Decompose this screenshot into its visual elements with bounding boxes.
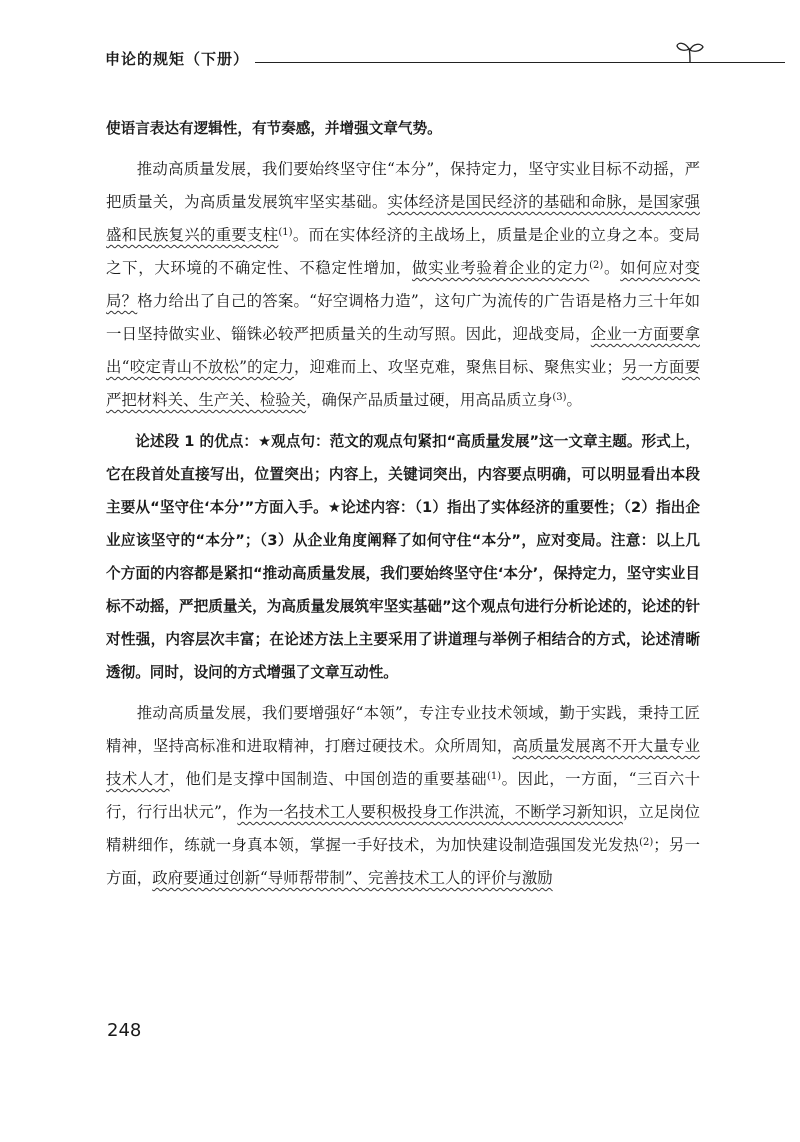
text-run: 。: [603, 259, 621, 277]
underlined-phrase: 高质量发展离不开大量专业技术人才: [106, 737, 700, 788]
text-run: 。而在实体经济的主战场上，质量是企业的立身之本。变局之下，大环境的不确定性、不稳定性增加，: [106, 226, 700, 277]
text-run: 推动高质量发展，我们要增强好“本领”，专注专业技术领域，勤于实践，秉持工匠精神，坚持高标准和进取精神，打磨过硬技术。众所周知，: [106, 704, 700, 755]
text-run: ，他们是支撑中国制造、中国创造的重要基础: [169, 770, 487, 788]
annotation-marker: (1): [278, 227, 293, 238]
annotation-marker: (3): [552, 392, 567, 403]
underlined-phrase: 做实业考验着企业的定力: [412, 259, 590, 277]
text-run: ，确保产品质量过硬，用高品质立身: [306, 391, 553, 409]
header-rule: [255, 62, 785, 63]
running-header: [105, 40, 705, 70]
commentary-paragraph: 论述段 1 的优点：★观点句：范文的观点句紧扣“高质量发展”这一文章主题。形式上，它在段首处直接写出，位置突出；内容上，关键词突出，内容要点明确，可以明显看出本段主要从“坚守住‘本分’”方面入手。★论述内容：（1）指出了实体经济的重要性；（2）指出企业应该坚守的“本分”；（3）从企业角度阐释了如何守住“本分”，应对变局。注意：以上几个方面的内容都是紧扣“推动高质量发展，我们要始终坚守住‘本分’，保持定力，坚守实业目标不动摇，严把质量关，为高质量发展筑牢坚实基础”这个观点句进行分析论述的，论述的针对性强，内容层次丰富；在论述方法上主要采用了讲道理与举例子相结合的方式，论述清晰透彻。同时，设问的方式增强了文章互动性。: [106, 433, 700, 681]
page-number: 248: [107, 1020, 142, 1041]
text-run: 格力给出了自己的答案。“好空调格力造”，这句广为流传的广告语是格力三十年如一日坚持做实业、锱铢必较严把质量关的生动写照。因此，迎战变局，: [106, 292, 700, 343]
text-run: ；另一方面，: [106, 836, 700, 887]
underlined-phrase: 实体经济是国民经济的基础和命脉，是国家强盛和民族复兴的重要支柱: [106, 193, 700, 244]
text-run: 。因此，一方面，“三百六十行，行行出状元”，: [106, 770, 700, 821]
annotation-marker: (2): [639, 837, 654, 848]
paragraph-continuation: 使语言表达有逻辑性，有节奏感，并增强文章气势。: [106, 120, 442, 137]
text-run: 。: [566, 391, 582, 409]
annotation-marker: (1): [486, 771, 502, 782]
essay-paragraph-2: [106, 697, 700, 895]
underlined-phrase: 政府要通过创新“导师帮带制”、完善技术工人的评价与激励: [152, 869, 553, 887]
text-run: ，迎难而上、攻坚克难，聚焦目标、聚焦实业；: [294, 358, 622, 376]
page-body: [106, 112, 700, 895]
book-title: 申论的规矩（下册）: [105, 50, 250, 68]
underlined-phrase: 另一方面要严把材料关、生产关、检验关: [106, 358, 700, 409]
underlined-phrase: 企业一方面要拿出“咬定青山不放松”的定力: [106, 325, 700, 376]
underlined-phrase: 如何应对变局？: [106, 259, 700, 310]
annotation-marker: (2): [589, 260, 604, 271]
text-run: 推动高质量发展，我们要始终坚守住“本分”，保持定力，坚守实业目标不动摇，严把质量关，为高质量发展筑牢坚实基础。: [106, 160, 700, 211]
essay-paragraph-1: [106, 153, 700, 417]
text-run: ，立足岗位精耕细作，练就一身真本领，掌握一手好技术，为加快建设制造强国发光发热: [106, 803, 700, 854]
sprout-icon: [675, 38, 705, 64]
underlined-phrase: 作为一名技术工人要积极投身工作洪流，不断学习新知识: [237, 803, 623, 821]
